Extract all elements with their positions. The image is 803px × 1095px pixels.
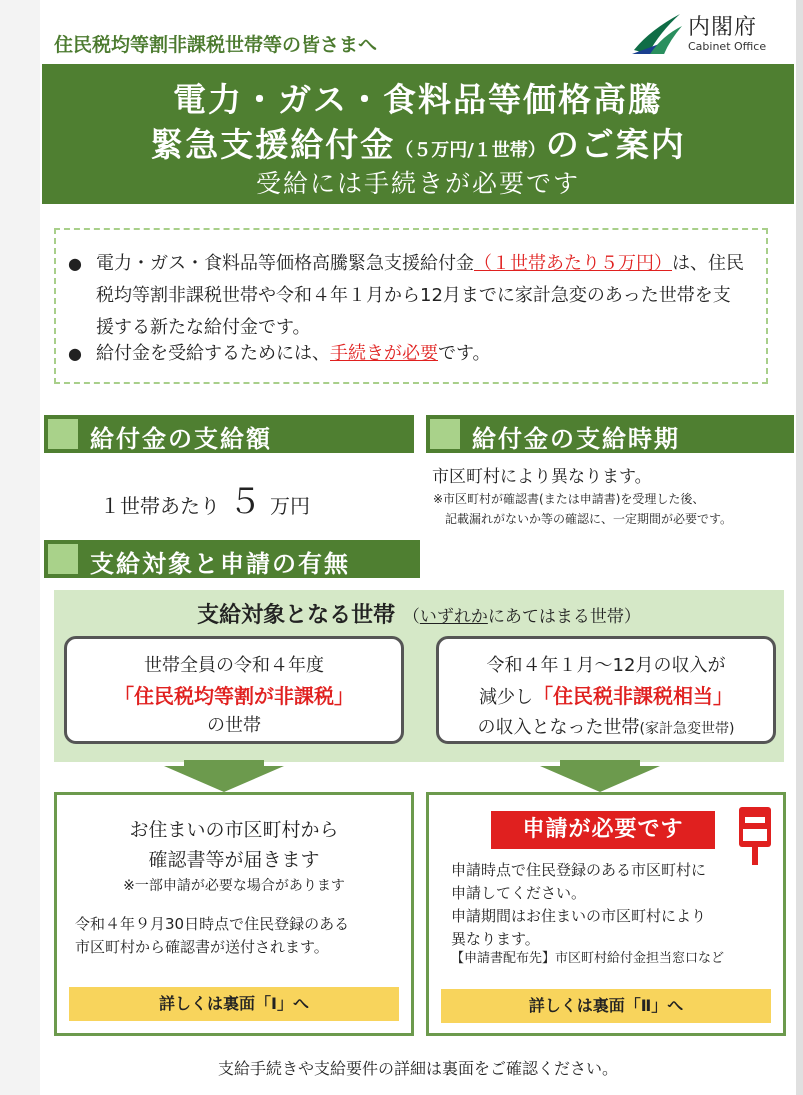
card-right-line-2: 減少し xyxy=(479,687,533,708)
eligibility-card-nontaxable xyxy=(64,636,404,744)
card-left-line-3: の世帯 xyxy=(207,715,261,736)
card-right-note: (家計急変世帯) xyxy=(639,721,735,737)
result-box-confirmation xyxy=(54,792,414,1036)
card-right-highlight: 「住民税非課税相当」 xyxy=(533,684,733,708)
intro-b2-text-end: です。 xyxy=(438,343,491,364)
title-line-2-main: 緊急支援給付金 xyxy=(150,125,396,164)
amount-text xyxy=(100,474,310,523)
card-right-line-3: の収入となった世帯 xyxy=(477,717,640,738)
intro-b2-highlight: 手続きが必要 xyxy=(330,343,438,364)
intro-b1-text: 電力・ガス・食料品等価格高騰緊急支援給付金 xyxy=(96,253,474,274)
result-left-line-2: 確認書等が届きます xyxy=(148,849,320,871)
result-left-line-1: お住まいの市区町村から xyxy=(129,819,339,841)
page-edge xyxy=(796,0,803,1095)
arrow-down-icon xyxy=(164,760,284,792)
result-right-desc-1: 申請時点で住民登録のある市区町村に xyxy=(451,861,707,879)
paren-underlined: いずれか xyxy=(419,607,488,627)
eligibility-title xyxy=(54,598,784,629)
intro-b1-highlight: （１世帯あたり５万円） xyxy=(474,253,672,274)
section-timing-title: 給付金の支給時期 xyxy=(472,425,680,453)
intro-b1-text-end: は、住民税均等割非課税世帯や令和４年１月から12月までに家計急変のあった世帯を支援する新たな給付金です。 xyxy=(96,253,744,338)
section-square-icon xyxy=(48,544,78,574)
logo-subtitle: Cabinet Office xyxy=(688,40,767,53)
logo-name: 内閣府 xyxy=(688,15,758,40)
arrow-down-icon xyxy=(540,760,660,792)
bullet-icon: ● xyxy=(68,344,82,363)
result-left-note: ※一部申請が必要な場合があります xyxy=(123,878,345,894)
application-required-badge: 申請が必要です xyxy=(491,811,715,849)
cabinet-office-emblem-icon xyxy=(630,10,685,58)
result-left-desc-2: 市区町村から確認書が送付されます。 xyxy=(75,938,329,956)
card-right-line-1: 令和４年１月～12月の収入が xyxy=(486,655,726,676)
result-right-desc-2: 申請してください。 xyxy=(451,884,587,902)
section-amount-header xyxy=(44,415,414,453)
section-timing-header xyxy=(426,415,794,453)
eligibility-card-sudden-change xyxy=(436,636,776,744)
section-target-title: 支給対象と申請の有無 xyxy=(90,550,350,578)
timing-text: 市区町村により異なります。 xyxy=(432,467,652,487)
see-back-section-1-link[interactable]: 詳しくは裏面「Ⅰ」へ xyxy=(69,987,399,1021)
banner-subtitle: 受給には手続きが必要です xyxy=(255,169,580,198)
timing-note-line-2: 記載漏れがないか等の確認に、一定期間が必要です。 xyxy=(445,512,733,526)
bullet-icon: ● xyxy=(68,254,82,273)
section-target-header xyxy=(44,540,420,578)
see-back-section-2-link[interactable]: 詳しくは裏面「Ⅱ」へ xyxy=(441,989,771,1023)
eligibility-panel xyxy=(54,590,784,762)
section-square-icon xyxy=(48,419,78,449)
intro-b2-text: 給付金を受給するためには、 xyxy=(96,343,330,364)
application-source-note: 【申請書配布先】市区町村給付金担当窓口など xyxy=(451,951,725,966)
footer-note: 支給手続きや支給要件の詳細は裏面をご確認ください。 xyxy=(217,1059,618,1078)
amount-prefix: １世帯あたり xyxy=(100,494,220,518)
result-right-desc-4: 異なります。 xyxy=(451,930,540,948)
result-right-desc-3: 申請期間はお住まいの市区町村により xyxy=(451,907,707,925)
amount-value: ５ xyxy=(228,482,262,522)
intro-box xyxy=(54,228,768,384)
cabinet-office-logo xyxy=(630,8,780,60)
result-left-desc-1: 令和４年９月30日時点で住民登録のある xyxy=(75,915,350,933)
title-amount-note: （５万円/１世帯） xyxy=(395,140,546,161)
flyer-page xyxy=(40,0,796,1095)
card-left-highlight: 「住民税均等割が非課税」 xyxy=(114,684,354,708)
paren-rest: にあてはまる世帯） xyxy=(487,607,641,627)
amount-suffix: 万円 xyxy=(270,494,310,518)
title-banner xyxy=(42,64,794,204)
timing-note-line-1: ※市区町村が確認書(または申請書)を受理した後、 xyxy=(433,492,705,506)
title-line-1: 電力・ガス・食料品等価格高騰 xyxy=(173,80,663,119)
audience-line: 住民税均等割非課税世帯等の皆さまへ xyxy=(54,34,378,56)
paren-open: （ xyxy=(402,607,420,627)
result-box-application xyxy=(426,792,786,1036)
title-line-2 xyxy=(42,119,794,166)
timing-note xyxy=(433,489,803,529)
card-left-line-1: 世帯全員の令和４年度 xyxy=(144,655,324,676)
section-amount-title: 給付金の支給額 xyxy=(90,425,272,453)
mailbox-icon xyxy=(735,805,775,867)
section-square-icon xyxy=(430,419,460,449)
eligibility-title-main: 支給対象となる世帯 xyxy=(197,603,396,628)
title-line-2-end: のご案内 xyxy=(545,125,686,164)
